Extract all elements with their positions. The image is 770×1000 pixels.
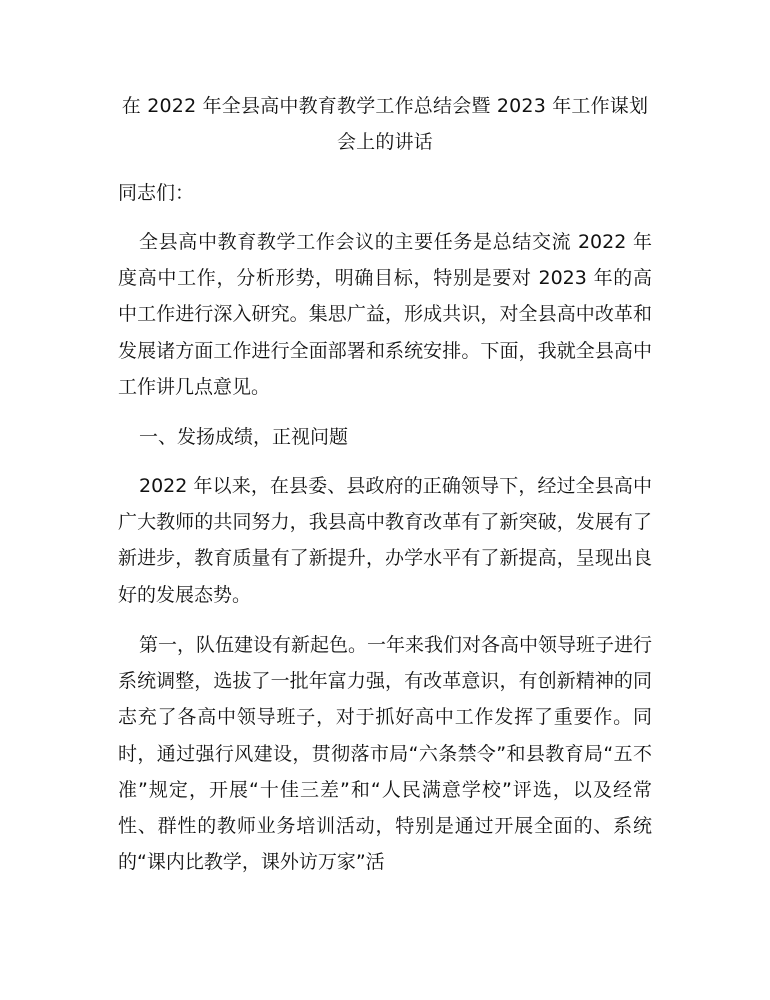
section-heading: 一、发扬成绩，正视问题 [139,426,349,448]
paragraph-first-point: 第一，队伍建设有新起色。一年来我们对各高中领导班子进行系统调整，选拔了一批年富力强，有改革意识，有创新精神的同志充了各高中领导班子，对于抓好高中工作发挥了重要作。同时，通过强行风建设，贯彻落市局“六条禁令”和县教育局“五不准”规定，开展“十佳三差”和“人民满意学校”评选，以及经常性、群性的教师业务培训活动，特别是通过开展全面的、系统的“课内比教学，课外访万家”活 [118,634,653,874]
document-title: 在 2022 年全县高中教育教学工作总结会暨 2023 年工作谋划会上的讲话 [121,95,649,153]
paragraph-intro: 全县高中教育教学工作会议的主要任务是总结交流 2022 年度高中工作，分析形势，明确目标，特别是要对 2023 年的高中工作进行深入研究。集思广益，形成共识，对全县高中改革和发展诸方面工作进行全面部署和系统安排。下面，我就全县高中工作讲几点意见。 [118,231,652,398]
salutation: 同志们： [118,182,195,204]
paragraph-achievements: 2022 年以来，在县委、县政府的正确领导下，经过全县高中广大教师的共同努力，我县高中教育改革有了新突破，发展有了新进步，教育质量有了新提升，办学水平有了新提高，呈现出良好的发展态势。 [118,475,652,606]
